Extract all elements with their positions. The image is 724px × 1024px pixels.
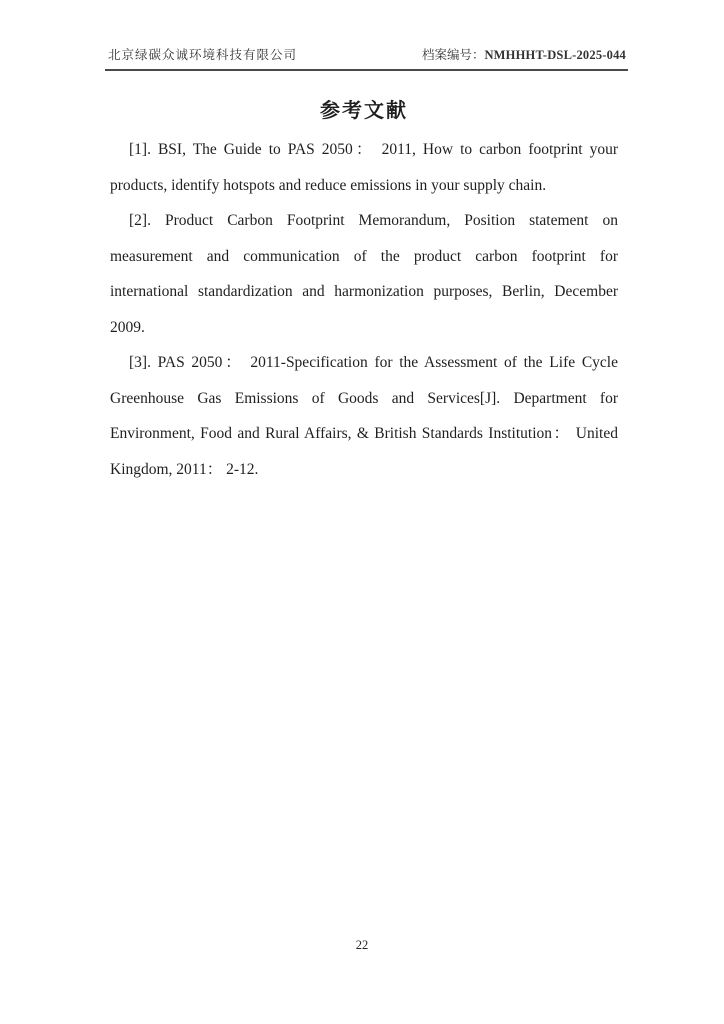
reference-item: [3]. PAS 2050： 2011-Specification for the Assessment of the Life Cycle Greenhouse Gas Emissions of Goods and Services[J]. Department for Environment, Food and Rural Affairs, & British Standards Institution： United Kingdom, 2011： 2-12. bbox=[110, 354, 618, 478]
doc-number bbox=[422, 45, 626, 63]
page-title: 参考文献 bbox=[320, 100, 408, 122]
references-section bbox=[110, 132, 618, 487]
header-divider bbox=[105, 69, 628, 71]
page-header bbox=[108, 45, 626, 63]
doc-number-label: 档案编号： bbox=[421, 48, 485, 62]
doc-number-value: NMHHHT-DSL-2025-044 bbox=[484, 48, 626, 62]
company-name: 北京绿碳众诚环境科技有限公司 bbox=[108, 48, 298, 62]
reference-item: [1]. BSI, The Guide to PAS 2050： 2011, How to carbon footprint your products, identify hotspots and reduce emissions in your supply chain. bbox=[110, 141, 618, 194]
page-number: 22 bbox=[355, 938, 369, 952]
reference-item: [2]. Product Carbon Footprint Memorandum, Position statement on measurement and communication of the product carbon footprint for international standardization and harmonization purposes, Berlin, December 2009. bbox=[110, 212, 618, 336]
